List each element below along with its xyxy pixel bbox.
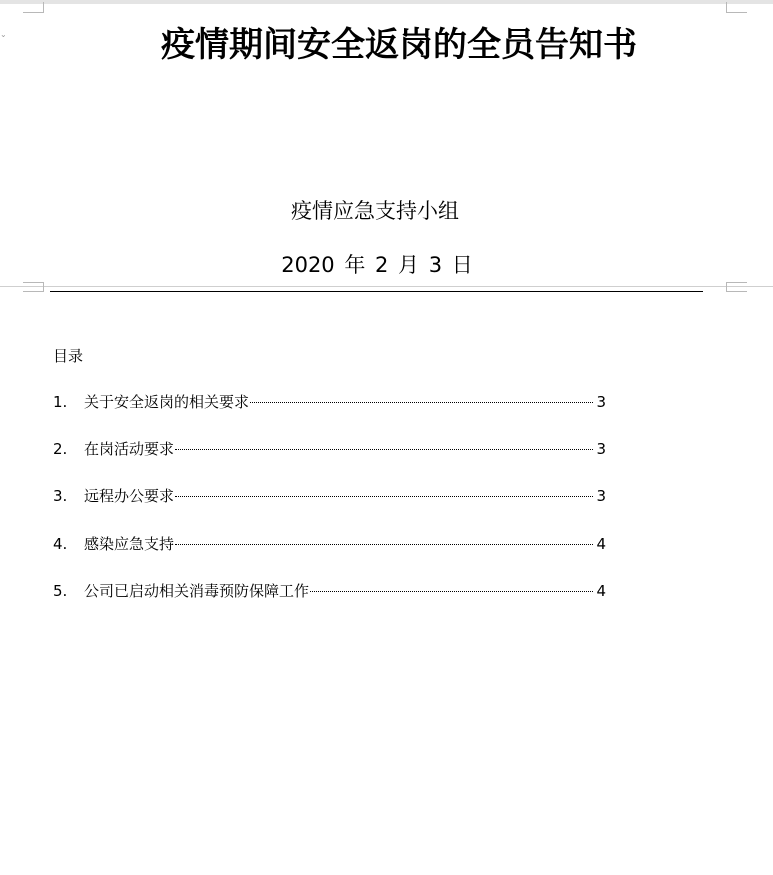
bottom-right-margin-mark [726,282,747,292]
toc-entry-text[interactable]: 关于安全返岗的相关要求 [84,393,250,411]
left-margin-caret-icon: ⌄ [0,30,7,39]
toc-entry-2[interactable] [53,438,606,461]
table-of-contents [53,391,606,627]
toc-entry-3[interactable] [53,485,606,508]
document-title: 疫情期间安全返岗的全员告知书 [161,25,637,65]
toc-entry-number: 1. [53,393,68,411]
toc-leader-dots [310,591,593,592]
toc-entry-number: 3. [53,487,68,506]
toc-entry-number: 5. [53,581,68,600]
organization-name: 疫情应急支持小组 [291,199,459,223]
toc-entry-page: 4 [596,534,606,553]
top-left-margin-mark [23,2,44,13]
bottom-left-margin-mark [23,282,44,292]
toc-entry-text[interactable]: 公司已启动相关消毒预防保障工作 [84,581,310,600]
toc-leader-dots [175,449,593,450]
toc-entry-page: 3 [596,440,606,459]
toc-leader-dots [250,402,593,403]
toc-entry-4[interactable] [53,533,606,556]
toc-heading: 目录 [53,347,84,365]
toc-entry-number: 4. [53,534,68,553]
toc-entry-1[interactable] [53,391,606,414]
toc-entry-number: 2. [53,440,68,459]
page-break-line [0,286,773,287]
toc-entry-page: 3 [596,393,606,411]
horizontal-rule [50,291,703,292]
toc-leader-dots [175,496,593,497]
toc-entry-text[interactable]: 感染应急支持 [84,534,175,553]
page-top-gap [0,0,773,4]
toc-entry-text[interactable]: 远程办公要求 [84,487,175,506]
toc-leader-dots [175,544,593,545]
document-date: 2020 年 2 月 3 日 [281,253,473,277]
toc-entry-page: 3 [596,487,606,506]
toc-entry-text[interactable]: 在岗活动要求 [84,440,175,459]
toc-entry-5[interactable] [53,580,606,603]
top-right-margin-mark [726,2,747,13]
toc-entry-page: 4 [596,581,606,600]
